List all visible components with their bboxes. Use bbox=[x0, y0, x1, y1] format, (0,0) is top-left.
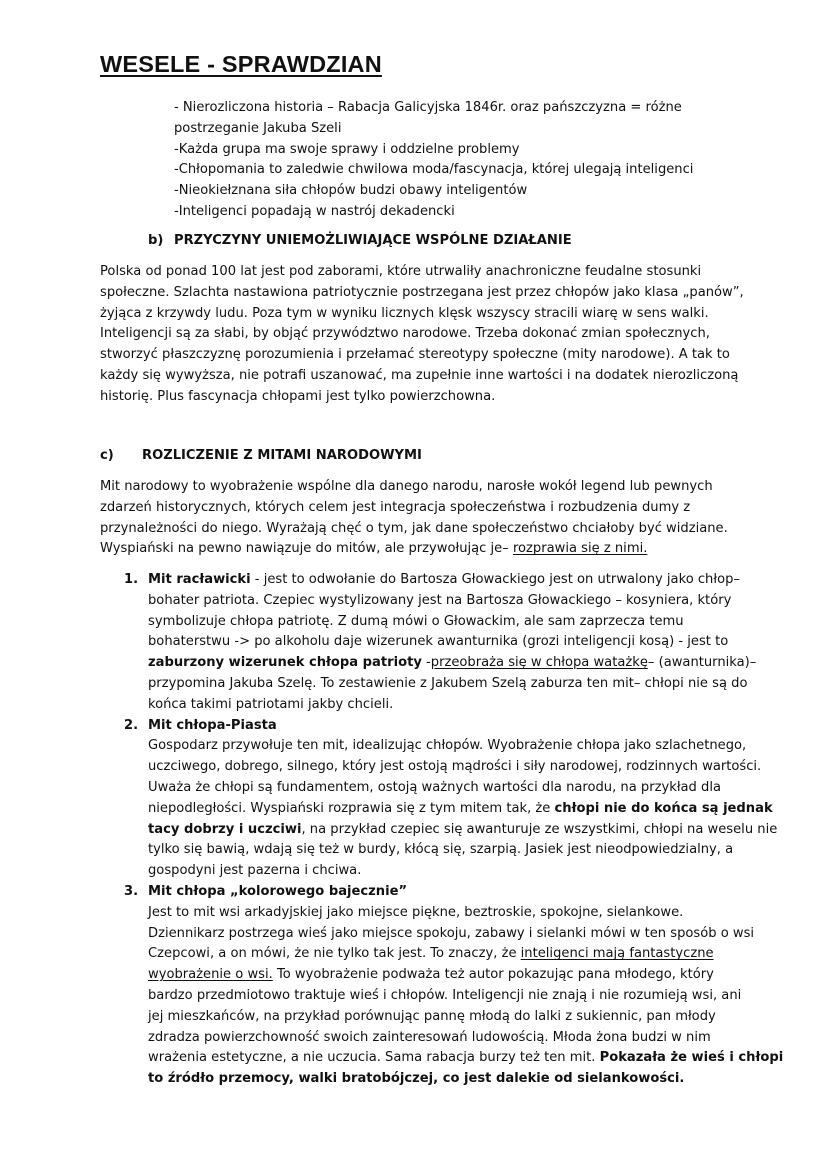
bold-text: Mit racławicki bbox=[148, 572, 251, 587]
bold-text: to źródło przemocy, walki bratobójczej, co jest dalekie od sielankowości. bbox=[148, 1071, 685, 1087]
line-text: tylko się bawią, wdają się też w burdy, kłócą się, szarpią. Jasiek jest nieodpowiedzialny, a bbox=[148, 842, 734, 858]
bold-text: chłopi nie do końca są jednak bbox=[554, 800, 773, 816]
line-text: zdradza powierzchowność swoich zainteresowań ludowością. Młoda żona budzi w nim bbox=[148, 1029, 711, 1045]
list-item-line bbox=[148, 674, 748, 695]
list-item-line bbox=[148, 632, 744, 653]
line-text: Czepcowi, a on mówi, że nie tylko tak jest. To znaczy, że bbox=[148, 946, 521, 962]
list-item-line bbox=[148, 882, 744, 903]
list-item-line bbox=[148, 820, 778, 841]
section-c-paragraph bbox=[100, 477, 740, 560]
list-item-line bbox=[148, 570, 744, 591]
section-c-title: ROZLICZENIE Z MITAMI NARODOWYMI bbox=[142, 448, 422, 463]
section-c-label: c) bbox=[100, 448, 114, 463]
section-b-label: b) bbox=[148, 233, 164, 248]
list-item bbox=[124, 716, 778, 882]
bold-text: tacy dobrzy i uczciwi bbox=[148, 821, 302, 837]
list-item-line bbox=[148, 591, 744, 612]
bold-text: zaburzony wizerunek chłopa patrioty bbox=[148, 655, 422, 671]
intro-line: - Nierozliczona historia – Rabacja Galicyjska 1846r. oraz pańszczyzna = różne bbox=[174, 100, 682, 115]
line-text: bardzo przedmiotowo traktuje wieś i chłopów. Inteligencji nie znają i nie rozumieją wsi, ani bbox=[148, 987, 742, 1003]
paragraph-line: stworzyć płaszczyznę porozumienia i przełamać stereotypy społeczne (mity narodowe). A tak to bbox=[100, 347, 730, 363]
document-title: WESELE - SPRAWDZIAN bbox=[100, 51, 382, 77]
section-b-heading bbox=[148, 231, 572, 252]
line-text: symbolizuje chłopa patriotę. Z dumą mówi o Głowackim, ale sam zaprzecza temu bbox=[148, 613, 684, 629]
list-item-line bbox=[148, 1069, 744, 1090]
intro-list bbox=[174, 98, 734, 223]
intro-line: postrzeganie Jakuba Szeli bbox=[174, 120, 342, 136]
list-item-line bbox=[148, 1048, 784, 1069]
list-item-line bbox=[148, 861, 744, 882]
bold-text: Pokazała że wieś i chłopi bbox=[599, 1050, 784, 1066]
line-text: jej mieszkańców, na przykład porównując pannę młodą do lalki z sukiennic, pan młody bbox=[148, 1008, 716, 1024]
paragraph-line: przynależności do niego. Wyrażają chęć o tym, jak dane społeczeństwo chciałoby być widziane. bbox=[100, 520, 728, 536]
intro-line: -Nieokiełznana siła chłopów budzi obawy inteligentów bbox=[174, 183, 528, 199]
list-item-line bbox=[148, 986, 744, 1007]
list-item-line bbox=[148, 653, 757, 674]
list-item-line bbox=[148, 1028, 744, 1049]
list-item-number: 1. bbox=[124, 572, 139, 587]
underlined-text: rozprawia się z nimi. bbox=[512, 541, 648, 557]
paragraph-line: Inteligencji są za słabi, by objąć przywództwo narodowe. Trzeba dokonać zmian społecznych, bbox=[100, 326, 710, 342]
line-text: wrażenia estetyczne, a nie uczucia. Sama rabacja burzy też ten mit. bbox=[148, 1050, 600, 1066]
list-item-line bbox=[148, 695, 744, 716]
bold-text: Mit chłopa-Piasta bbox=[148, 717, 277, 733]
line-text: końca takimi patriotami jakby chcieli. bbox=[148, 696, 394, 712]
line-text: - jest to odwołanie do Bartosza Głowackiego jest on utrwalony jako chłop– bbox=[250, 572, 740, 587]
line-text: niepodległości. Wyspiański rozprawia się z tym mitem tak, że bbox=[148, 800, 555, 816]
list-item-line bbox=[148, 1007, 744, 1028]
list-item bbox=[124, 882, 784, 1090]
underlined-text: przeobraża się w chłopa watażkę bbox=[430, 655, 648, 671]
line-text: Dziennikarz postrzega wieś jako miejsce spokoju, zabawy i sielanki mówi w ten sposób o wsi bbox=[148, 925, 755, 941]
line-text: To wyobrażenie podważa też autor pokazując pana młodego, który bbox=[272, 967, 714, 983]
line-text: Uważa że chłopi są fundamentem, ostoją ważnych wartości dla narodu, na przykład dla bbox=[148, 779, 722, 795]
line-text: – (awanturnika)– bbox=[647, 655, 757, 671]
line-text: bohaterstwu -> po alkoholu daje wizerunek awanturnika (grozi inteligencji kosą) - jest to bbox=[148, 634, 729, 650]
underlined-text: wyobrażenie o wsi. bbox=[148, 967, 273, 983]
line-text: uczciwego, dobrego, silnego, który jest ostoją mądrości i siły narodowej, rodzinnych wartości. bbox=[148, 759, 762, 775]
section-b-title: PRZYCZYNY UNIEMOŻLIWIAJĄCE WSPÓLNE DZIAŁANIE bbox=[174, 233, 572, 248]
section-c-heading bbox=[100, 446, 422, 467]
intro-line: -Inteligenci popadają w nastrój dekadencki bbox=[174, 203, 455, 219]
line-text: gospodyni jest pazerna i chciwa. bbox=[148, 863, 362, 879]
list-item-line bbox=[148, 924, 755, 945]
list-item-line bbox=[148, 944, 744, 965]
paragraph-line: Mit narodowy to wyobrażenie wspólne dla danego narodu, narosłe wokół legend lub pewnych bbox=[100, 479, 713, 494]
line-text: - bbox=[421, 655, 431, 671]
list-item-line bbox=[148, 716, 744, 737]
list-item bbox=[124, 570, 757, 716]
line-text: Gospodarz przywołuje ten mit, idealizując chłopów. Wyobrażenie chłopa jako szlachetnego, bbox=[148, 738, 747, 754]
list-item-line bbox=[148, 840, 744, 861]
line-text: bohater patriota. Czepiec wystylizowany jest na Bartosza Głowackiego – kosyniera, który bbox=[148, 592, 732, 608]
line-text: Jest to mit wsi arkadyjskiej jako miejsce piękne, beztroskie, spokojne, sielankowe. bbox=[148, 904, 684, 920]
paragraph-line: każdy się wywyższa, nie potrafi uszanować, ma zupełnie inne wartości i na dodatek nierozliczoną bbox=[100, 367, 739, 383]
list-item-line bbox=[148, 778, 744, 799]
list-item-line bbox=[148, 799, 773, 820]
list-item-line bbox=[148, 757, 762, 778]
line-text: przypomina Jakuba Szelę. To zestawienie z Jakubem Szelą zaburza ten mit– chłopi nie są do bbox=[148, 675, 748, 691]
intro-line: -Każda grupa ma swoje sprawy i oddzielne problemy bbox=[174, 141, 520, 157]
paragraph-line: zdarzeń historycznych, których celem jest integracja społeczeństwa i rozbudzenia dumy z bbox=[100, 499, 691, 515]
section-b-paragraph bbox=[100, 262, 744, 408]
list-item-line bbox=[148, 903, 744, 924]
list-item-line bbox=[148, 736, 747, 757]
bold-text: Mit chłopa „kolorowego bajecznie” bbox=[148, 883, 408, 899]
list-item-number: 3. bbox=[124, 883, 139, 899]
list-item-line bbox=[148, 965, 744, 986]
list-item-number: 2. bbox=[124, 717, 139, 733]
paragraph-line: historię. Plus fascynacja chłopami jest tylko powierzchowna. bbox=[100, 388, 496, 404]
intro-line: -Chłopomania to zaledwie chwilowa moda/fascynacja, której ulegają inteligenci bbox=[174, 162, 694, 178]
myths-numbered-list bbox=[124, 570, 784, 1090]
underlined-text: inteligenci mają fantastyczne bbox=[520, 946, 714, 962]
line-text: Wyspiański na pewno nawiązuje do mitów, ale przywołując je– bbox=[100, 541, 513, 557]
list-item-line bbox=[148, 612, 744, 633]
paragraph-line: Polska od ponad 100 lat jest pod zaborami, które utrwaliły anachroniczne feudalne stosunki bbox=[100, 264, 702, 279]
paragraph-line: społeczne. Szlachta nastawiona patriotycznie postrzegana jest przez chłopów jako klasa „panów”, bbox=[100, 284, 744, 300]
paragraph-line: żyjąca z krzywdy ludu. Poza tym w wyniku licznych klęsk wszyscy stracili wiarę w sens walki. bbox=[100, 305, 709, 321]
line-text: , na przykład czepiec się awanturuje ze wszystkimi, chłopi na weselu nie bbox=[301, 821, 778, 837]
paragraph-line bbox=[100, 539, 740, 560]
